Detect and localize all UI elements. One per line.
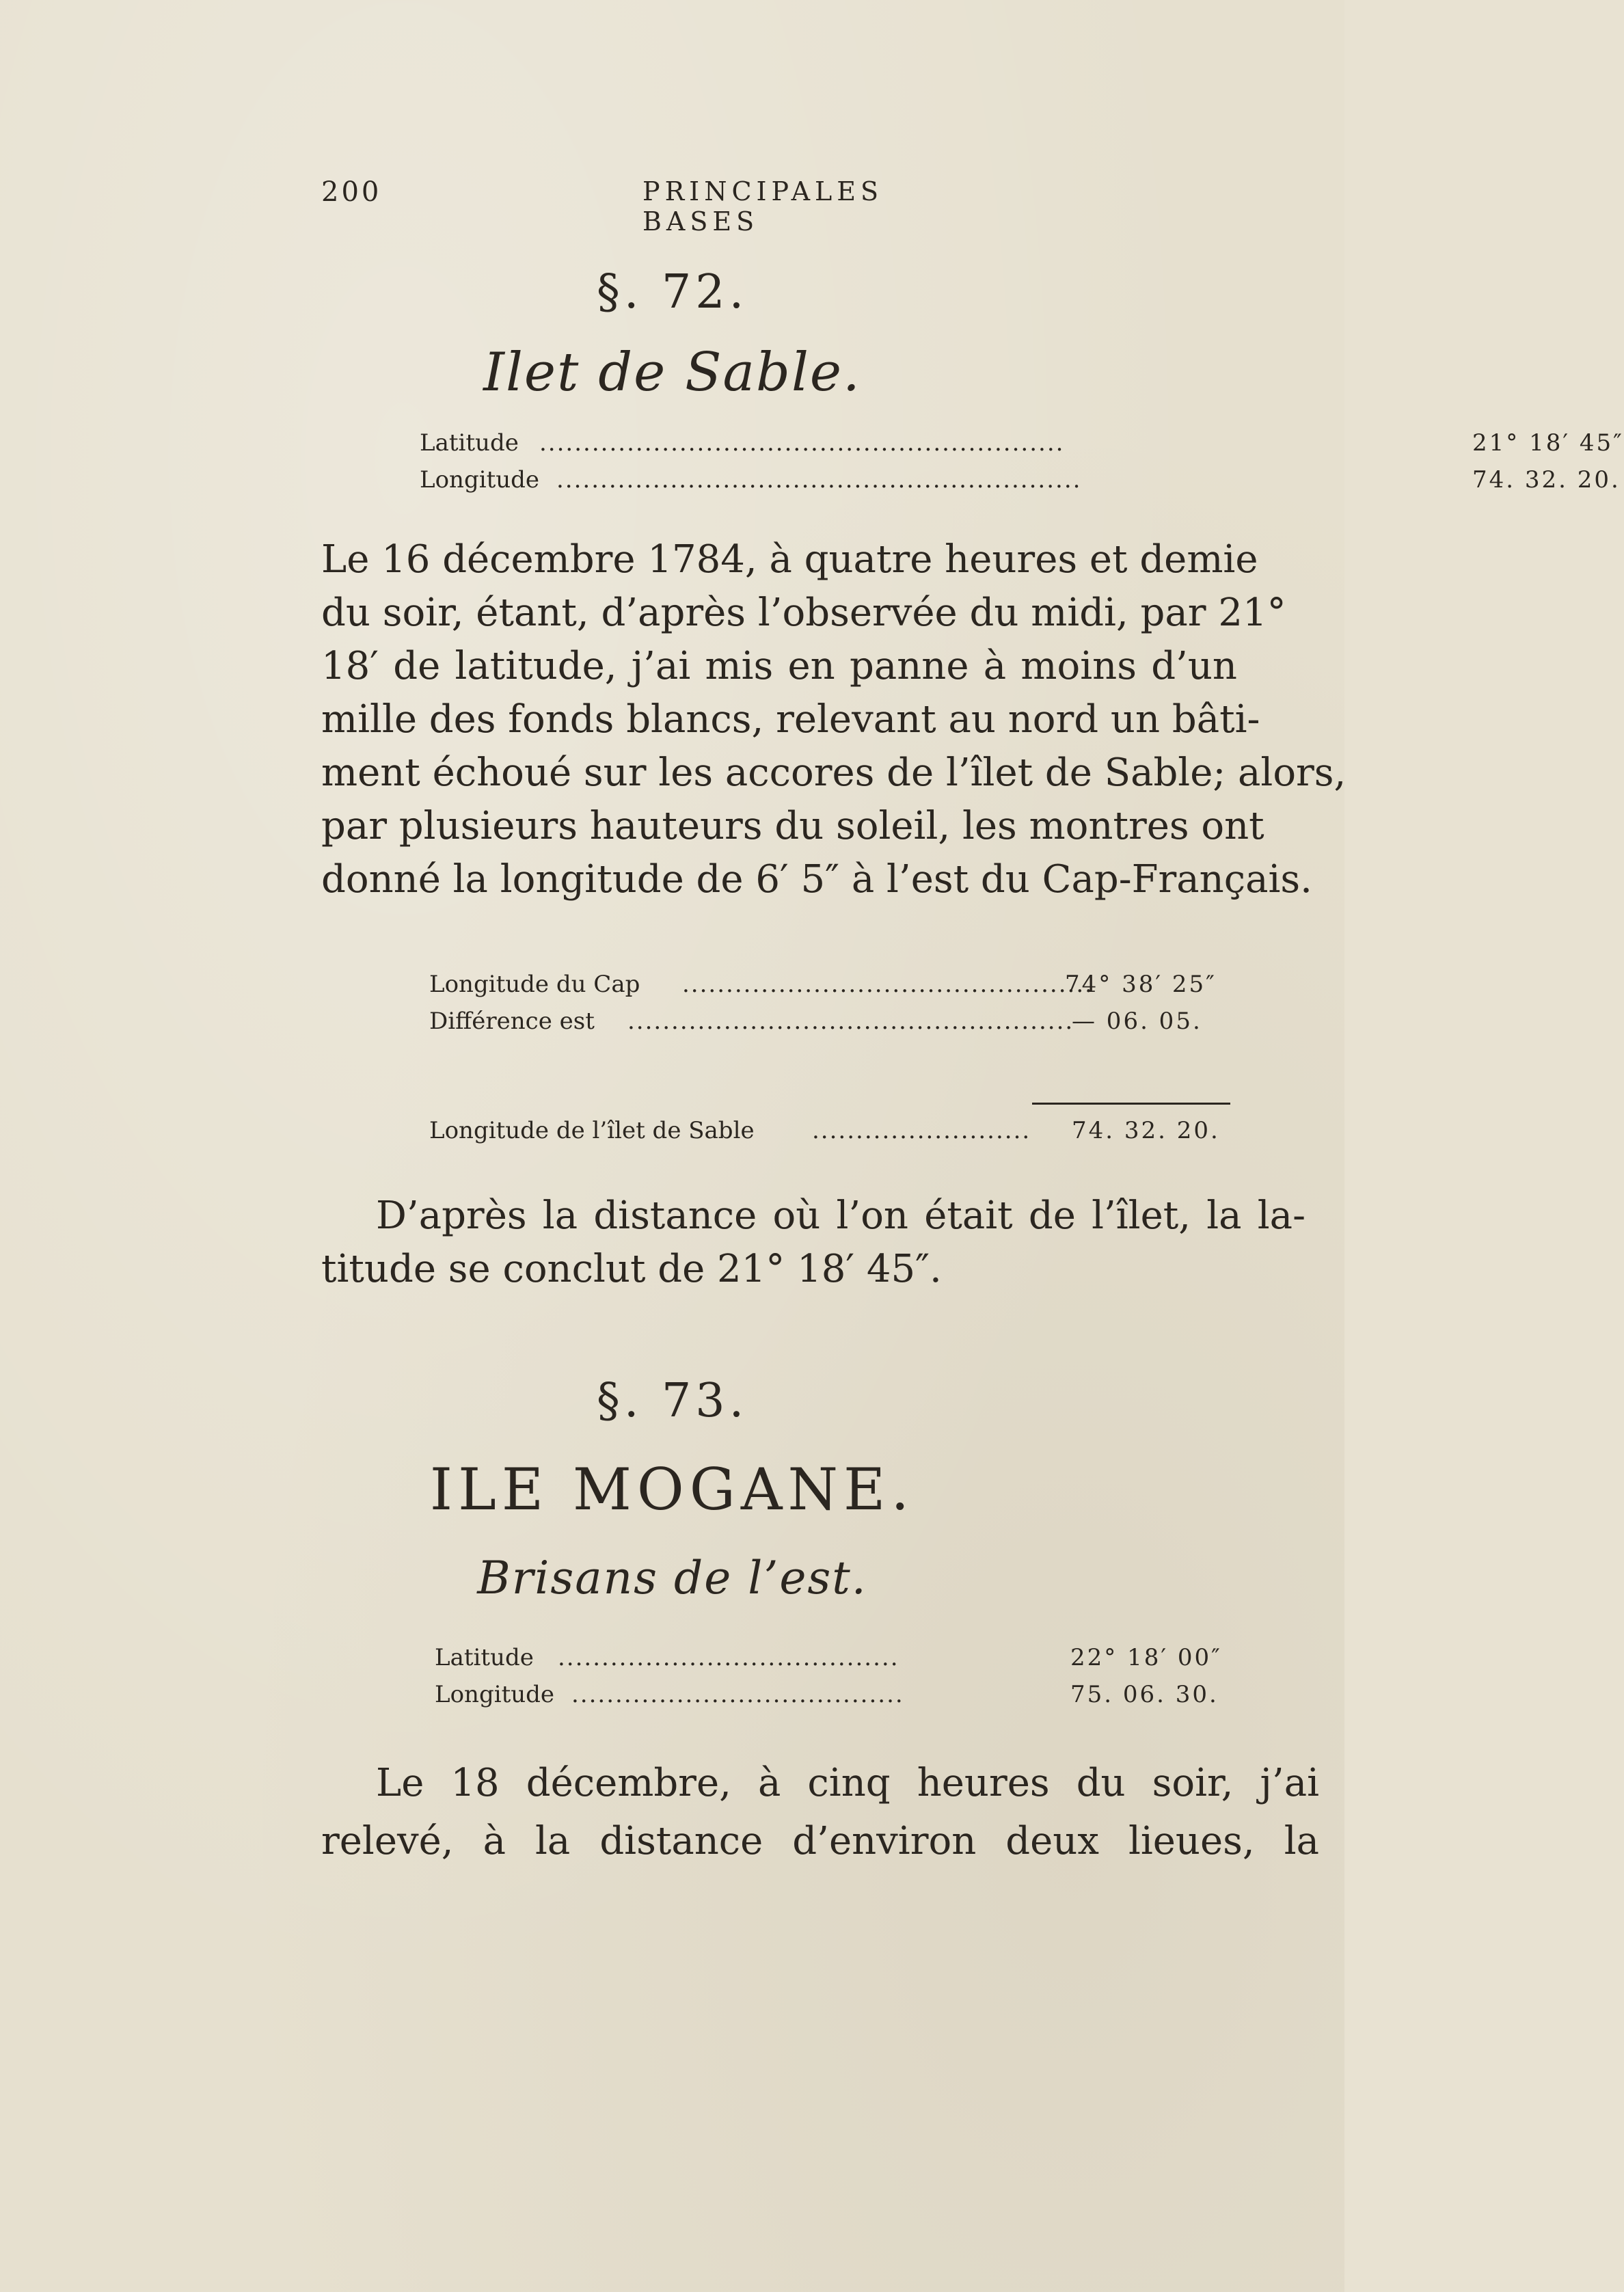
section-73-coordinates bbox=[435, 1644, 1255, 1718]
longitude-result bbox=[429, 1117, 1249, 1154]
section-73-mark: §. 73. bbox=[596, 1374, 748, 1428]
running-head bbox=[321, 176, 1005, 237]
section-72-title: Ilet de Sable. bbox=[483, 342, 861, 403]
coord-label: Longitude bbox=[420, 466, 540, 494]
section-72-mark: §. 72. bbox=[596, 265, 748, 319]
text-line: titude se conclut de 21° 18′ 45″. bbox=[321, 1247, 942, 1291]
coord-row-latitude bbox=[420, 429, 1624, 466]
section-72-conclusion bbox=[376, 1189, 1305, 1243]
coord-row-longitude bbox=[420, 466, 1621, 503]
calc-label: Longitude de l’îlet de Sable bbox=[429, 1117, 755, 1144]
section-73-paragraph-second bbox=[321, 1815, 1319, 1868]
section-73-title: ILE MOGANE. bbox=[429, 1456, 915, 1523]
text-line: mille des fonds blancs, relevant au nord un bâti- bbox=[321, 697, 1260, 742]
leader-dots: ......................... bbox=[812, 1117, 1031, 1144]
leader-dots: ............................................................ bbox=[556, 466, 1082, 494]
calc-value: 74. 32. 20. bbox=[1072, 1117, 1220, 1144]
sum-rule bbox=[1032, 1103, 1230, 1105]
section-73-subtitle: Brisans de l’est. bbox=[477, 1552, 867, 1604]
leader-dots: ............................................... bbox=[682, 971, 1094, 998]
calc-row-result bbox=[429, 1117, 1249, 1154]
coord-value: 21° 18′ 45″ bbox=[1472, 429, 1624, 457]
coord-value: 74. 32. 20. bbox=[1472, 466, 1621, 494]
leader-dots: ...................................... bbox=[571, 1681, 904, 1708]
text-line: 18′ de latitude, j’ai mis en panne à moins d’un bbox=[321, 644, 1237, 688]
coord-label: Latitude bbox=[435, 1644, 534, 1671]
coord-label: Latitude bbox=[420, 429, 519, 457]
calc-value: — 06. 05. bbox=[1072, 1008, 1202, 1035]
leader-dots: ................................................... bbox=[627, 1008, 1074, 1035]
coord-label: Longitude bbox=[435, 1681, 555, 1708]
page-number: 200 bbox=[321, 176, 382, 208]
section-73-paragraph-first bbox=[376, 1757, 1319, 1810]
text-line: relevé, à la distance d’environ deux lieues, la bbox=[321, 1819, 1319, 1863]
leader-dots: ....................................... bbox=[558, 1644, 899, 1671]
section-72-coordinates bbox=[420, 429, 1624, 503]
section-72-conclusion-end bbox=[321, 1243, 1005, 1296]
coord-row-longitude bbox=[435, 1681, 1255, 1718]
calc-value: 74° 38′ 25″ bbox=[1065, 971, 1217, 998]
text-line: du soir, étant, d’après l’observée du midi, par 21° bbox=[321, 591, 1286, 635]
text-line: Le 18 décembre, à cinq heures du soir, j’ai bbox=[376, 1761, 1319, 1805]
leader-dots: ............................................................ bbox=[539, 429, 1065, 457]
calc-row-difference bbox=[429, 1008, 1249, 1044]
longitude-calculation bbox=[429, 971, 1249, 1044]
text-line: D’après la distance où l’on était de l’îlet, la la- bbox=[376, 1194, 1305, 1238]
coord-value: 22° 18′ 00″ bbox=[1070, 1644, 1222, 1671]
calc-row-cap bbox=[429, 971, 1249, 1008]
section-72-paragraph bbox=[321, 533, 1346, 906]
coord-value: 75. 06. 30. bbox=[1070, 1681, 1219, 1708]
coord-row-latitude bbox=[435, 1644, 1255, 1681]
calc-label: Différence est bbox=[429, 1008, 595, 1035]
calc-label: Longitude du Cap bbox=[429, 971, 640, 998]
text-line: Le 16 décembre 1784, à quatre heures et demie bbox=[321, 537, 1258, 582]
running-head-title: PRINCIPALES BASES bbox=[642, 176, 884, 237]
text-line: donné la longitude de 6′ 5″ à l’est du Cap-Français. bbox=[321, 857, 1312, 902]
text-line: par plusieurs hauteurs du soleil, les montres ont bbox=[321, 804, 1264, 848]
text-line: ment échoué sur les accores de l’îlet de Sable; alors, bbox=[321, 751, 1346, 795]
